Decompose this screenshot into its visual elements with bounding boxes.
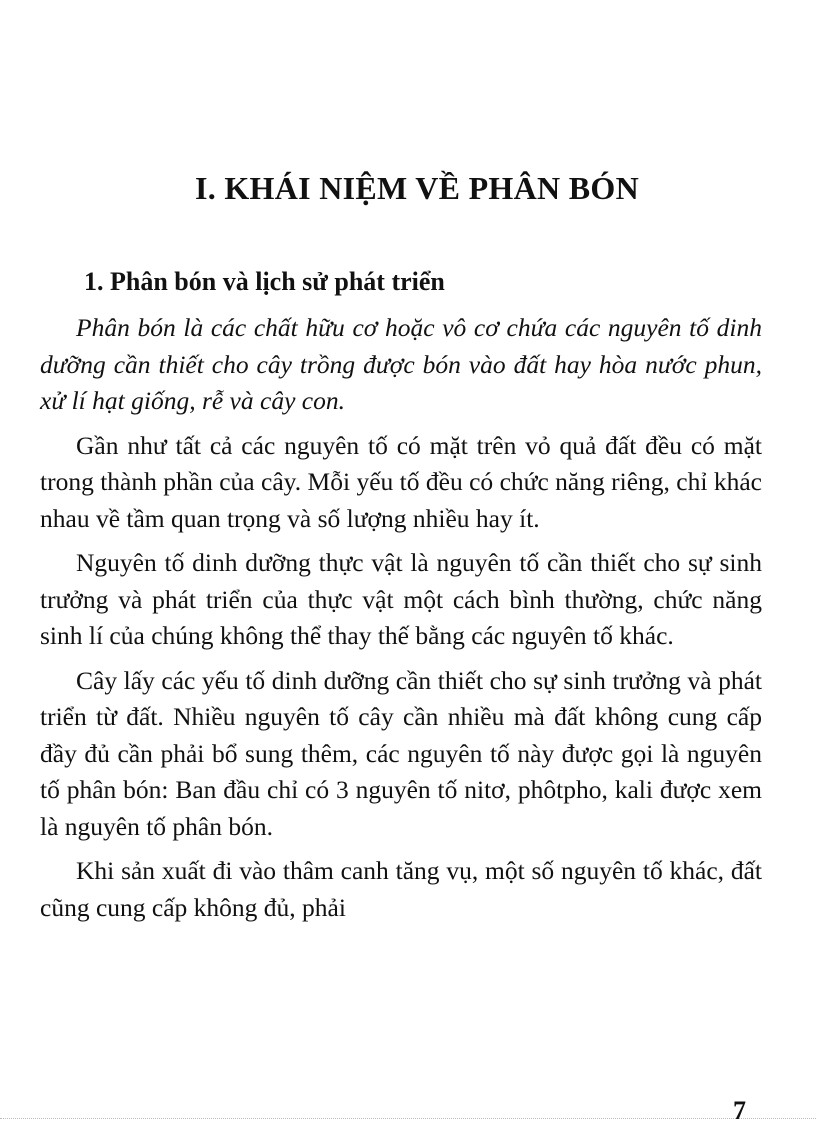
footer-divider [0, 1118, 816, 1119]
body-paragraph: Cây lấy các yếu tố dinh dưỡng cần thiết cho sự sinh trưởng và phát triển từ đất. Nhiều nguyên tố cây cần nhiều mà đất không cung cấp đầy đủ cần phải bổ sung thêm, các nguyên tố này được gọi là nguyên tố phân bón: Ban đầu chỉ có 3 nguyên tố nitơ, phôtpho, kali được xem là nguyên tố phân bón. [40, 665, 762, 841]
chapter-title: I. KHÁI NIỆM VỀ PHÂN BÓN [195, 170, 639, 206]
body-paragraph: Nguyên tố dinh dưỡng thực vật là nguyên tố cần thiết cho sự sinh trưởng và phát triển của thực vật một cách bình thường, chức năng sinh lí của chúng không thể thay thế bằng các nguyên tố khác. [40, 548, 762, 650]
body-paragraph: Gần như tất cả các nguyên tố có mặt trên vỏ quả đất đều có mặt trong thành phần của cây. Mỗi yếu tố đều có chức năng riêng, chỉ khác nhau về tầm quan trọng và số lượng nhiều hay ít. [40, 430, 762, 533]
definition-paragraph: Phân bón là các chất hữu cơ hoặc vô cơ chứa các nguyên tố dinh dưỡng cần thiết cho cây trồng được bón vào đất hay hòa nước phun, xử lí hạt giống, rễ và cây con. [40, 313, 762, 415]
page-number: 7 [733, 1096, 746, 1125]
section-heading: 1. Phân bón và lịch sử phát triển [84, 267, 445, 296]
body-text [40, 310, 762, 926]
body-paragraph: Khi sản xuất đi vào thâm canh tăng vụ, một số nguyên tố khác, đất cũng cung cấp không đủ, phải [40, 856, 762, 922]
